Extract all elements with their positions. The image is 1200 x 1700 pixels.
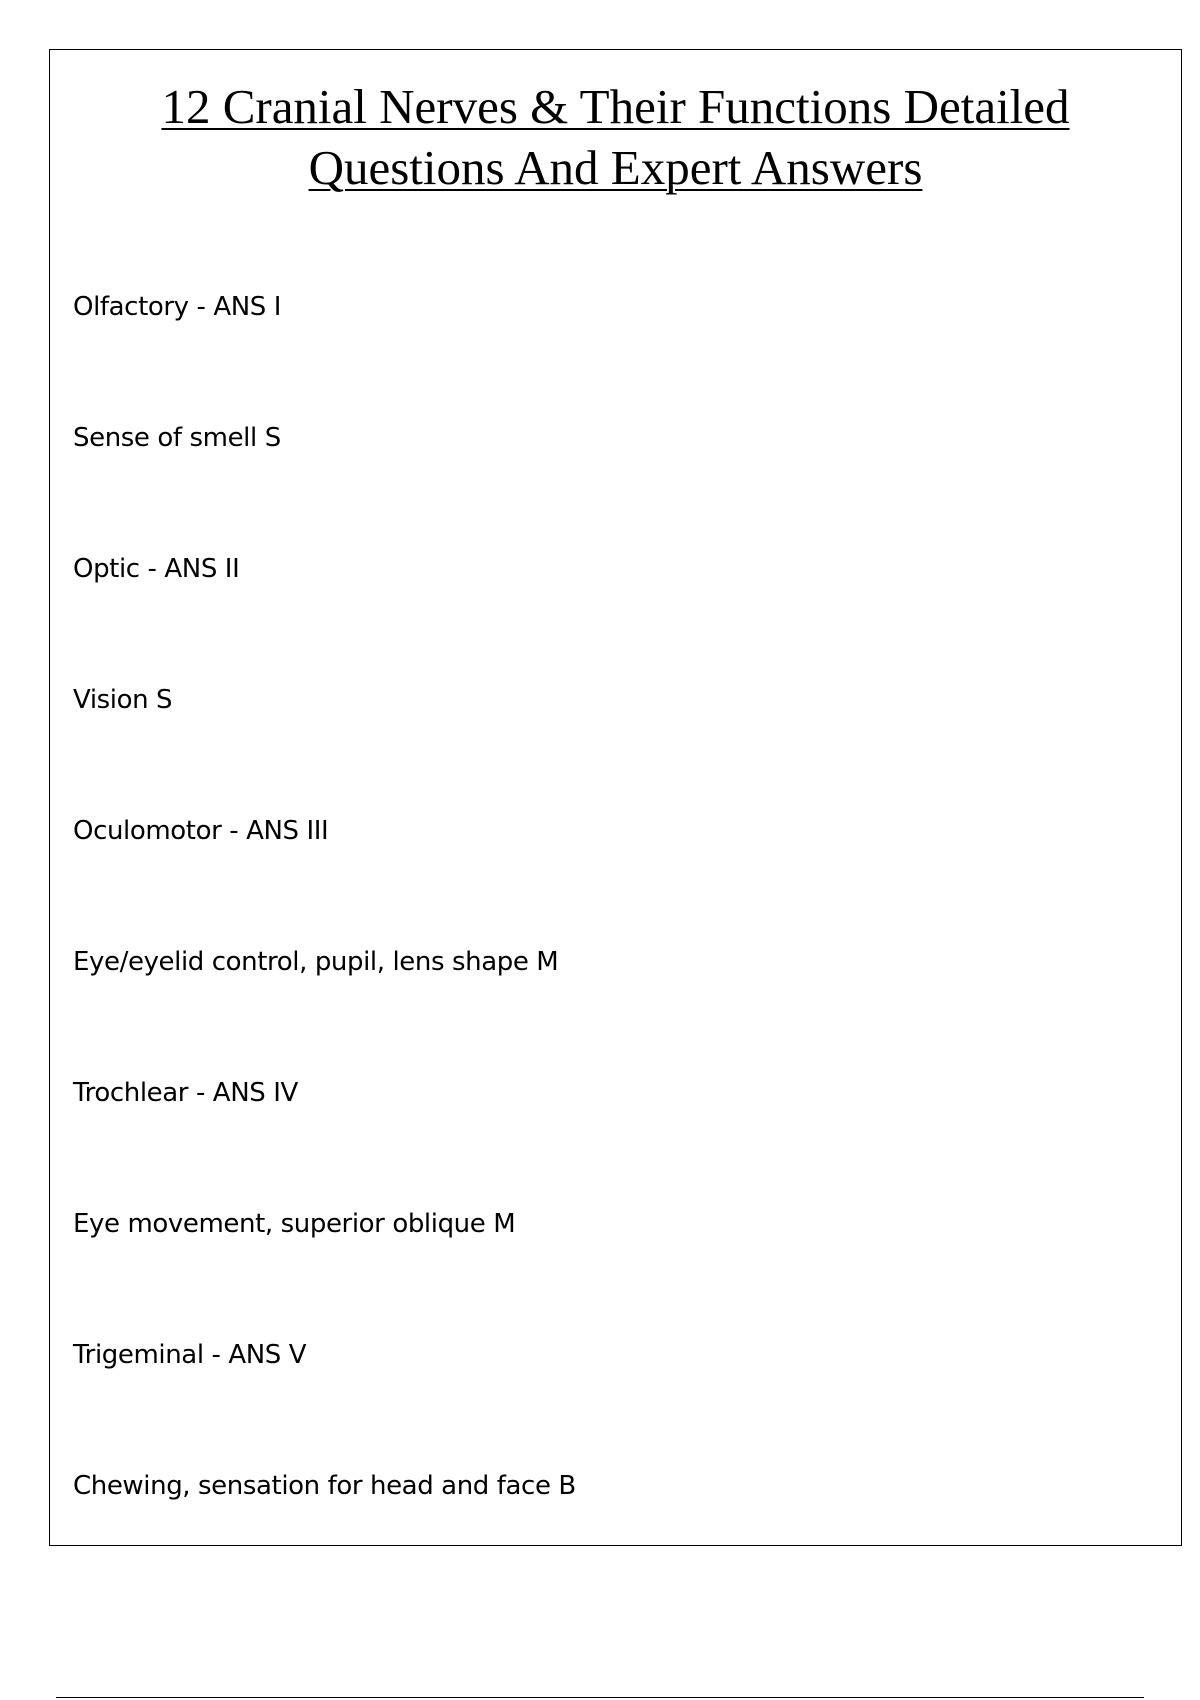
question-trochlear: Trochlear - ANS IV — [73, 1078, 298, 1108]
page-frame — [49, 49, 1182, 1546]
answer-trigeminal: Chewing, sensation for head and face B — [73, 1471, 576, 1501]
answer-olfactory: Sense of smell S — [73, 423, 281, 453]
question-olfactory: Olfactory - ANS I — [73, 292, 282, 322]
answer-trochlear: Eye movement, superior oblique M — [73, 1209, 516, 1239]
question-optic: Optic - ANS II — [73, 554, 240, 584]
title-line-1: 12 Cranial Nerves & Their Functions Detailed — [161, 79, 1070, 134]
answer-oculomotor: Eye/eyelid control, pupil, lens shape M — [73, 947, 559, 977]
question-oculomotor: Oculomotor - ANS III — [73, 816, 329, 846]
document-title — [50, 76, 1181, 198]
question-trigeminal: Trigeminal - ANS V — [73, 1340, 307, 1370]
answer-optic: Vision S — [73, 685, 173, 715]
footer-divider — [56, 1697, 1144, 1698]
title-line-2: Questions And Expert Answers — [308, 140, 923, 195]
